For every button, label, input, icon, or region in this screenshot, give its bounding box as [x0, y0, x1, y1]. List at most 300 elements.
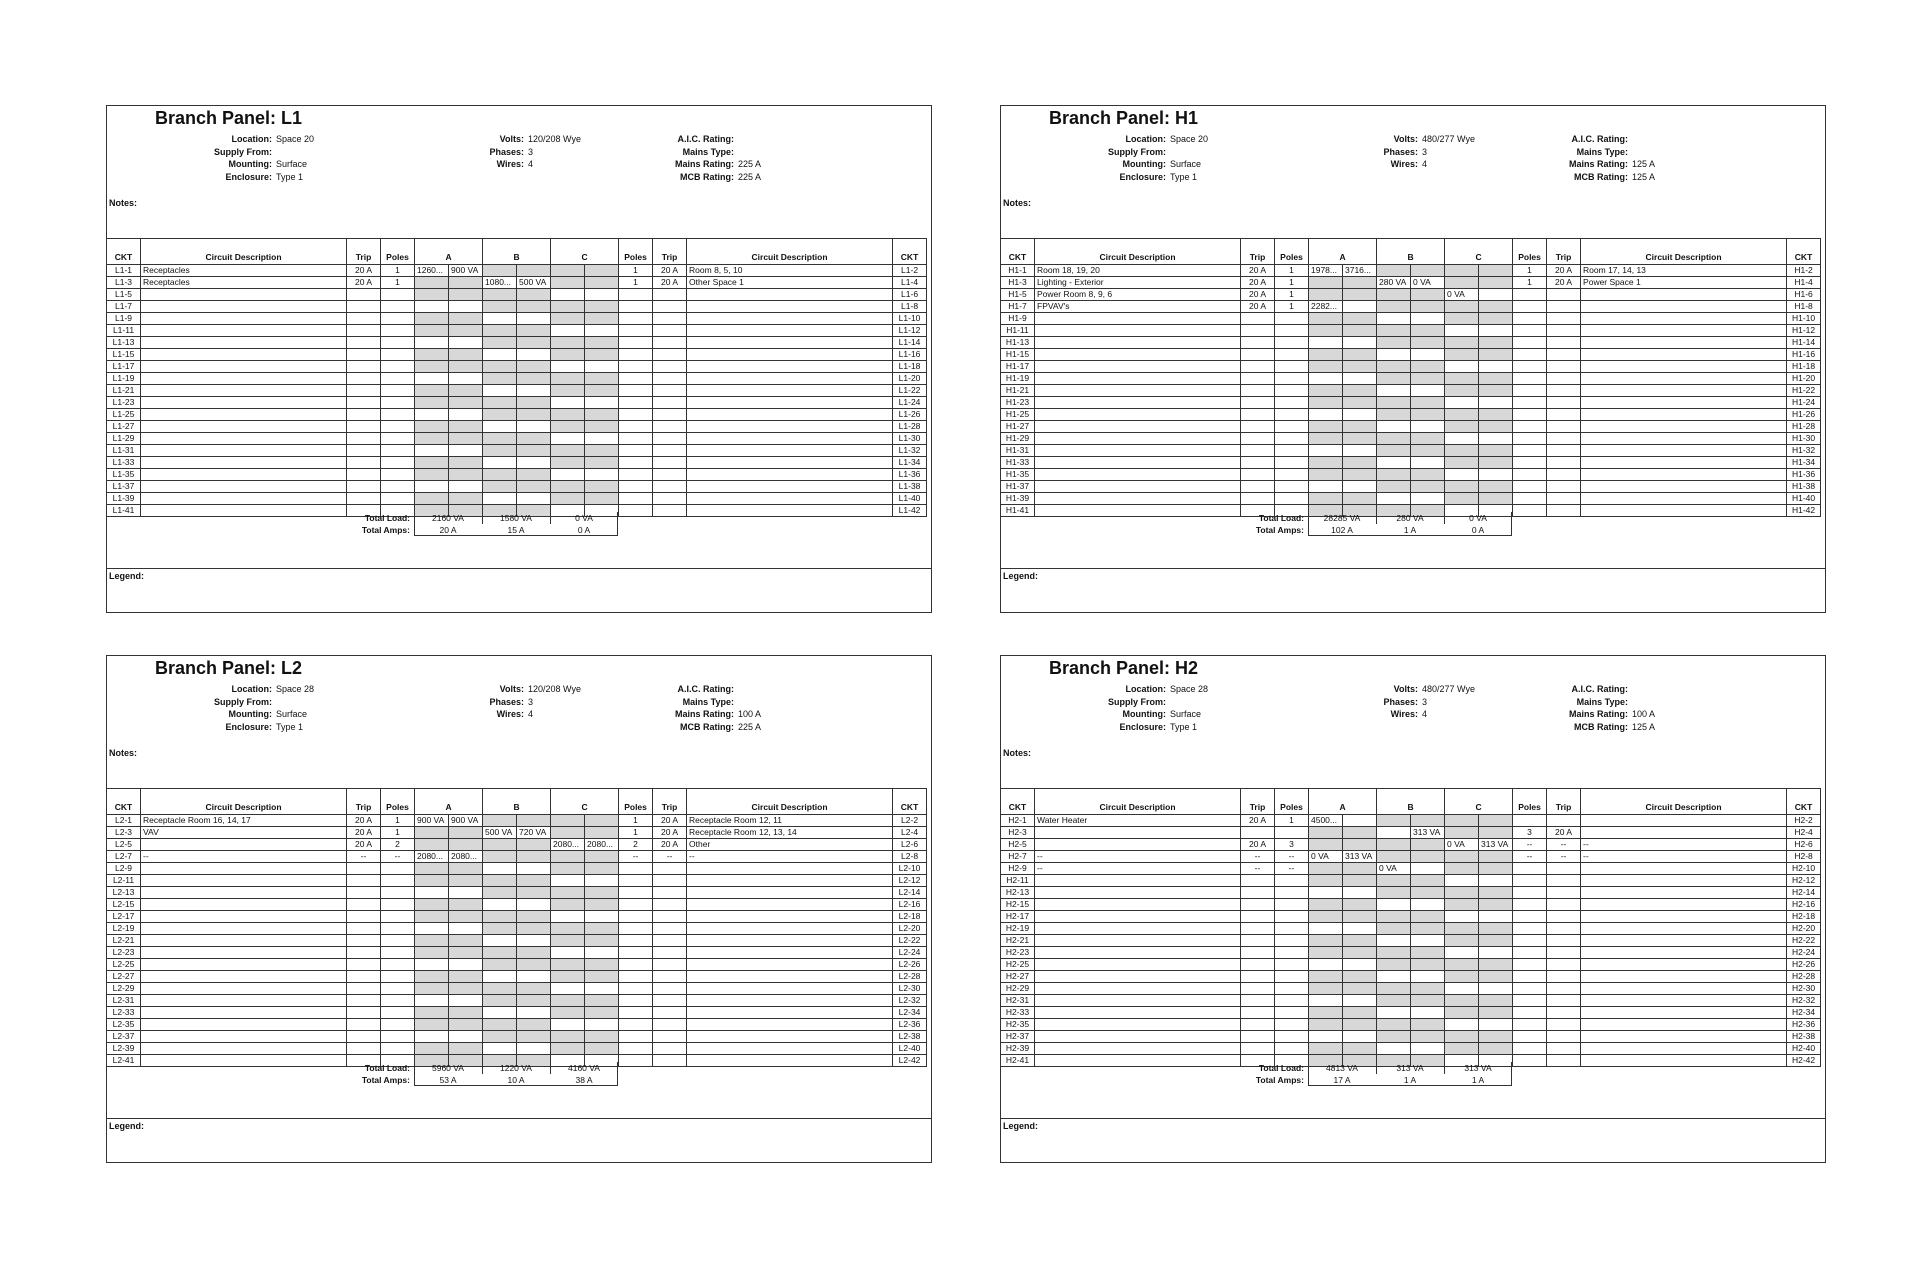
header-field: [407, 708, 581, 721]
circuit-cell: [1445, 457, 1479, 469]
circuit-cell: L1-9: [107, 313, 141, 325]
header-field: [1021, 696, 1208, 709]
circuit-cell: [1479, 301, 1513, 313]
circuit-cell: [1513, 337, 1547, 349]
circuit-cell: H2-41: [1001, 1055, 1035, 1067]
header-label: Phases:: [489, 696, 524, 707]
circuit-cell: [517, 409, 551, 421]
circuit-cell: [381, 995, 415, 1007]
circuit-cell: L2-1: [107, 815, 141, 827]
circuit-cell: [1547, 959, 1581, 971]
circuit-cell: [517, 385, 551, 397]
circuit-cell: [415, 899, 449, 911]
circuit-row: [1001, 815, 1821, 827]
circuit-cell: [1275, 445, 1309, 457]
header-field: [127, 133, 314, 146]
header-label: Wires:: [496, 709, 524, 719]
header-label: Mains Type:: [1576, 696, 1628, 707]
circuit-cell: [1241, 361, 1275, 373]
circuit-cell: [1411, 385, 1445, 397]
circuit-cell: [551, 947, 585, 959]
circuit-cell: [449, 325, 483, 337]
header-value: 4: [528, 159, 534, 169]
circuit-cell: [449, 349, 483, 361]
circuit-cell: 1: [619, 277, 653, 289]
circuit-cell: [1275, 959, 1309, 971]
circuit-cell: [1445, 863, 1479, 875]
circuit-cell: [1581, 863, 1787, 875]
circuit-cell: [687, 947, 893, 959]
circuit-cell: [1547, 409, 1581, 421]
circuit-cell: [1547, 1031, 1581, 1043]
table-header-row: [1001, 789, 1821, 815]
circuit-cell: [1343, 911, 1377, 923]
circuit-cell: 1: [381, 827, 415, 839]
circuit-cell: [381, 1007, 415, 1019]
totals-divider: [482, 512, 483, 524]
circuit-cell: [483, 887, 517, 899]
header-label: A.I.C. Rating:: [677, 684, 734, 694]
circuit-row: [107, 983, 927, 995]
circuit-cell: [1035, 983, 1241, 995]
circuit-cell: [687, 983, 893, 995]
circuit-cell: H1-37: [1001, 481, 1035, 493]
circuit-cell: [1377, 313, 1411, 325]
circuit-cell: [551, 887, 585, 899]
circuit-cell: [1377, 923, 1411, 935]
circuit-cell: [619, 325, 653, 337]
circuit-cell: [347, 445, 381, 457]
circuit-row: [1001, 481, 1821, 493]
header-label: Mains Type:: [1576, 146, 1628, 157]
circuit-cell: [381, 301, 415, 313]
circuit-cell: [551, 469, 585, 481]
circuit-cell: [347, 959, 381, 971]
circuit-cell: [1479, 1019, 1513, 1031]
header-value: 125 A: [1632, 721, 1656, 732]
header-field: [407, 696, 581, 709]
totals-row: [1001, 1074, 1827, 1086]
circuit-cell: [347, 397, 381, 409]
totals-row: [107, 512, 933, 524]
circuit-cell: [585, 349, 619, 361]
circuit-cell: H1-38: [1787, 481, 1821, 493]
circuit-cell: [1513, 349, 1547, 361]
circuit-cell: [653, 1019, 687, 1031]
circuit-cell: [653, 433, 687, 445]
column-header: CKT: [1787, 789, 1821, 815]
panel-title: Branch Panel: L2: [155, 658, 303, 678]
circuit-row: [1001, 1007, 1821, 1019]
circuit-cell: 0 VA: [1309, 851, 1343, 863]
circuit-cell: [1547, 421, 1581, 433]
circuit-cell: [449, 397, 483, 409]
circuit-cell: [347, 995, 381, 1007]
circuit-cell: [585, 815, 619, 827]
circuit-cell: [1309, 337, 1343, 349]
header-field: [597, 708, 761, 721]
circuit-cell: [1241, 421, 1275, 433]
circuit-cell: [551, 983, 585, 995]
circuit-cell: --: [1035, 851, 1241, 863]
circuit-cell: [347, 875, 381, 887]
circuit-cell: [1035, 923, 1241, 935]
circuit-cell: [1343, 445, 1377, 457]
circuit-cell: [1479, 265, 1513, 277]
circuit-cell: [415, 1031, 449, 1043]
circuit-cell: [687, 935, 893, 947]
circuit-cell: [347, 971, 381, 983]
circuit-cell: [1035, 493, 1241, 505]
circuit-cell: --: [1275, 851, 1309, 863]
circuit-row: [1001, 971, 1821, 983]
header-column: [1301, 133, 1475, 171]
circuit-cell: [1547, 373, 1581, 385]
circuit-cell: [1513, 983, 1547, 995]
circuit-cell: [1275, 349, 1309, 361]
circuit-row: [107, 337, 927, 349]
header-label: A.I.C. Rating:: [677, 134, 734, 144]
circuit-cell: [1377, 445, 1411, 457]
circuit-cell: [1035, 361, 1241, 373]
header-value: [734, 697, 738, 707]
circuit-cell: [653, 971, 687, 983]
circuit-cell: [653, 899, 687, 911]
header-value: [1628, 147, 1632, 157]
circuit-cell: [1241, 397, 1275, 409]
circuit-cell: [483, 349, 517, 361]
circuit-cell: [1241, 911, 1275, 923]
circuit-cell: H1-3: [1001, 277, 1035, 289]
circuit-cell: 2080...: [449, 851, 483, 863]
totals-divider: [482, 1062, 483, 1074]
circuit-cell: [1445, 325, 1479, 337]
header-field: [1491, 146, 1655, 159]
column-header: Poles: [381, 239, 415, 265]
circuit-cell: [1479, 875, 1513, 887]
header-label: Enclosure:: [225, 171, 272, 182]
circuit-cell: [1241, 995, 1275, 1007]
circuit-cell: [1309, 397, 1343, 409]
column-header: B: [1377, 789, 1445, 815]
circuit-cell: [347, 361, 381, 373]
circuit-cell: [1411, 457, 1445, 469]
totals-value: 1 A: [1403, 524, 1417, 535]
circuit-row: [1001, 983, 1821, 995]
circuit-cell: [1513, 887, 1547, 899]
circuit-cell: [483, 397, 517, 409]
circuit-cell: H2-42: [1787, 1055, 1821, 1067]
circuit-cell: [1547, 289, 1581, 301]
circuit-cell: [1581, 827, 1787, 839]
circuit-cell: H2-34: [1787, 1007, 1821, 1019]
circuit-cell: [1479, 421, 1513, 433]
circuit-cell: [653, 337, 687, 349]
circuit-cell: [347, 349, 381, 361]
circuit-cell: 2080...: [415, 851, 449, 863]
circuit-cell: L2-33: [107, 1007, 141, 1019]
circuit-cell: H1-34: [1787, 457, 1821, 469]
circuit-cell: [483, 959, 517, 971]
circuit-cell: [551, 875, 585, 887]
circuit-cell: L1-40: [893, 493, 927, 505]
circuit-cell: [449, 433, 483, 445]
circuit-cell: L1-26: [893, 409, 927, 421]
panel-title: Branch Panel: L1: [155, 108, 303, 128]
circuit-cell: [653, 421, 687, 433]
circuit-cell: 1978...: [1309, 265, 1343, 277]
circuit-table: [1000, 238, 1821, 517]
circuit-cell: [517, 445, 551, 457]
circuit-cell: [141, 301, 347, 313]
circuit-cell: [449, 911, 483, 923]
circuit-table: [106, 788, 927, 1067]
circuit-row: [1001, 373, 1821, 385]
circuit-cell: [415, 827, 449, 839]
circuit-row: [1001, 1019, 1821, 1031]
circuit-cell: [1479, 923, 1513, 935]
circuit-cell: H1-29: [1001, 433, 1035, 445]
circuit-cell: [1445, 887, 1479, 899]
circuit-cell: [1513, 971, 1547, 983]
circuit-cell: [551, 493, 585, 505]
circuit-cell: [1411, 373, 1445, 385]
circuit-cell: [1377, 947, 1411, 959]
circuit-cell: [1275, 911, 1309, 923]
header-value: 125 A: [1632, 159, 1656, 169]
circuit-cell: [347, 481, 381, 493]
circuit-cell: [1581, 445, 1787, 457]
totals-row: [1001, 524, 1827, 536]
circuit-cell: H1-39: [1001, 493, 1035, 505]
circuit-cell: [1547, 301, 1581, 313]
circuit-cell: [1581, 1007, 1787, 1019]
circuit-cell: [1445, 815, 1479, 827]
circuit-cell: [1309, 373, 1343, 385]
circuit-cell: [141, 935, 347, 947]
column-header: Circuit Description: [1581, 789, 1787, 815]
circuit-cell: [551, 995, 585, 1007]
circuit-row: [107, 839, 927, 851]
circuit-row: [107, 385, 927, 397]
circuit-cell: [1513, 863, 1547, 875]
circuit-cell: [449, 421, 483, 433]
totals-value: 20 A: [439, 524, 457, 535]
circuit-cell: [1241, 349, 1275, 361]
circuit-cell: L1-30: [893, 433, 927, 445]
circuit-cell: [1343, 301, 1377, 313]
circuit-cell: [1035, 325, 1241, 337]
circuit-cell: [585, 409, 619, 421]
legend-separator: [107, 1118, 931, 1119]
circuit-cell: [1377, 265, 1411, 277]
circuit-cell: [517, 815, 551, 827]
notes-label: Notes:: [1003, 748, 1032, 758]
circuit-cell: 1: [619, 265, 653, 277]
circuit-cell: [517, 935, 551, 947]
column-header: Circuit Description: [1581, 239, 1787, 265]
header-value: 225 A: [738, 159, 762, 169]
circuit-cell: [1309, 923, 1343, 935]
circuit-cell: 1: [619, 827, 653, 839]
circuit-cell: [1411, 899, 1445, 911]
circuit-cell: --: [619, 851, 653, 863]
circuit-cell: [551, 361, 585, 373]
circuit-cell: [551, 433, 585, 445]
circuit-cell: [449, 1007, 483, 1019]
circuit-cell: [1513, 397, 1547, 409]
circuit-cell: L2-26: [893, 959, 927, 971]
circuit-cell: [141, 875, 347, 887]
circuit-cell: [1377, 493, 1411, 505]
circuit-cell: [585, 421, 619, 433]
circuit-cell: [1581, 911, 1787, 923]
legend-label: Legend:: [109, 571, 144, 581]
circuit-cell: [1275, 827, 1309, 839]
circuit-cell: [1513, 445, 1547, 457]
circuit-cell: [619, 875, 653, 887]
circuit-row: [1001, 875, 1821, 887]
circuit-cell: [1513, 289, 1547, 301]
circuit-cell: [1275, 1043, 1309, 1055]
circuit-row: [107, 361, 927, 373]
column-header: C: [551, 789, 619, 815]
circuit-cell: [1479, 935, 1513, 947]
header-label: Mains Rating:: [674, 709, 734, 719]
circuit-cell: [1513, 947, 1547, 959]
circuit-cell: [1411, 1031, 1445, 1043]
circuit-cell: [415, 493, 449, 505]
circuit-row: [1001, 361, 1821, 373]
notes-label: Notes:: [109, 748, 138, 758]
circuit-cell: [585, 457, 619, 469]
circuit-row: [1001, 469, 1821, 481]
column-header: Poles: [1513, 239, 1547, 265]
circuit-cell: L1-6: [893, 289, 927, 301]
circuit-cell: [381, 313, 415, 325]
circuit-cell: [1445, 349, 1479, 361]
circuit-cell: [687, 1031, 893, 1043]
circuit-cell: [449, 457, 483, 469]
totals-label: Total Amps:: [1255, 524, 1304, 535]
circuit-cell: [1513, 457, 1547, 469]
totals-label: Total Load:: [1258, 1062, 1304, 1073]
header-value: 225 A: [738, 171, 762, 182]
circuit-row: [1001, 277, 1821, 289]
circuit-cell: [483, 839, 517, 851]
circuit-cell: 1: [381, 277, 415, 289]
circuit-cell: [687, 493, 893, 505]
circuit-row: [107, 899, 927, 911]
circuit-cell: [1581, 373, 1787, 385]
legend-separator: [107, 568, 931, 569]
header-field: [597, 146, 761, 159]
header-column: [1301, 683, 1475, 721]
circuit-cell: [1275, 469, 1309, 481]
circuit-cell: [1275, 385, 1309, 397]
header-field: [1491, 721, 1655, 734]
header-field: [127, 708, 314, 721]
header-field: [1491, 171, 1655, 184]
circuit-cell: [551, 337, 585, 349]
circuit-cell: [1411, 445, 1445, 457]
circuit-cell: L2-27: [107, 971, 141, 983]
circuit-cell: [347, 301, 381, 313]
circuit-cell: [1275, 887, 1309, 899]
header-value: Surface: [1170, 159, 1202, 169]
circuit-cell: [1309, 433, 1343, 445]
circuit-cell: L2-2: [893, 815, 927, 827]
circuit-cell: [619, 421, 653, 433]
circuit-cell: [483, 469, 517, 481]
circuit-cell: [381, 899, 415, 911]
circuit-cell: [1275, 899, 1309, 911]
circuit-cell: [483, 1043, 517, 1055]
circuit-cell: [347, 409, 381, 421]
circuit-cell: [1411, 887, 1445, 899]
header-field: [1021, 683, 1208, 696]
circuit-cell: Room 18, 19, 20: [1035, 265, 1241, 277]
circuit-cell: [517, 493, 551, 505]
legend-label: Legend:: [1003, 1121, 1038, 1131]
circuit-cell: H1-23: [1001, 397, 1035, 409]
circuit-row: [107, 289, 927, 301]
header-value: 3: [1422, 696, 1428, 707]
circuit-cell: [1513, 1043, 1547, 1055]
circuit-cell: H2-32: [1787, 995, 1821, 1007]
circuit-cell: [415, 481, 449, 493]
circuit-cell: [1343, 983, 1377, 995]
circuit-cell: [141, 839, 347, 851]
circuit-cell: [517, 911, 551, 923]
circuit-cell: [483, 337, 517, 349]
circuit-cell: [585, 863, 619, 875]
header-label: MCB Rating:: [1574, 721, 1628, 732]
circuit-cell: 900 VA: [449, 815, 483, 827]
totals-label: Total Amps:: [361, 1074, 410, 1085]
circuit-cell: [619, 995, 653, 1007]
circuit-cell: [585, 923, 619, 935]
circuit-cell: [585, 959, 619, 971]
circuit-cell: [1479, 481, 1513, 493]
circuit-cell: L2-28: [893, 971, 927, 983]
circuit-cell: 20 A: [1547, 265, 1581, 277]
header-field: [407, 133, 581, 146]
circuit-cell: [551, 385, 585, 397]
circuit-cell: [551, 265, 585, 277]
column-header: Poles: [1275, 239, 1309, 265]
circuit-cell: [1309, 875, 1343, 887]
circuit-cell: [1479, 851, 1513, 863]
circuit-cell: [1377, 1019, 1411, 1031]
header-value: [272, 147, 276, 157]
circuit-cell: [1275, 1031, 1309, 1043]
circuit-cell: [517, 373, 551, 385]
circuit-cell: [585, 1007, 619, 1019]
circuit-cell: [1411, 1043, 1445, 1055]
circuit-cell: [1309, 899, 1343, 911]
circuit-cell: [1581, 935, 1787, 947]
circuit-cell: L1-38: [893, 481, 927, 493]
circuit-cell: H2-11: [1001, 875, 1035, 887]
circuit-cell: [619, 1007, 653, 1019]
circuit-cell: [1479, 349, 1513, 361]
circuit-cell: [449, 839, 483, 851]
circuit-cell: [619, 935, 653, 947]
circuit-cell: [517, 421, 551, 433]
totals-value: 1 A: [1403, 1074, 1417, 1085]
header-label: Mains Rating:: [1568, 159, 1628, 169]
